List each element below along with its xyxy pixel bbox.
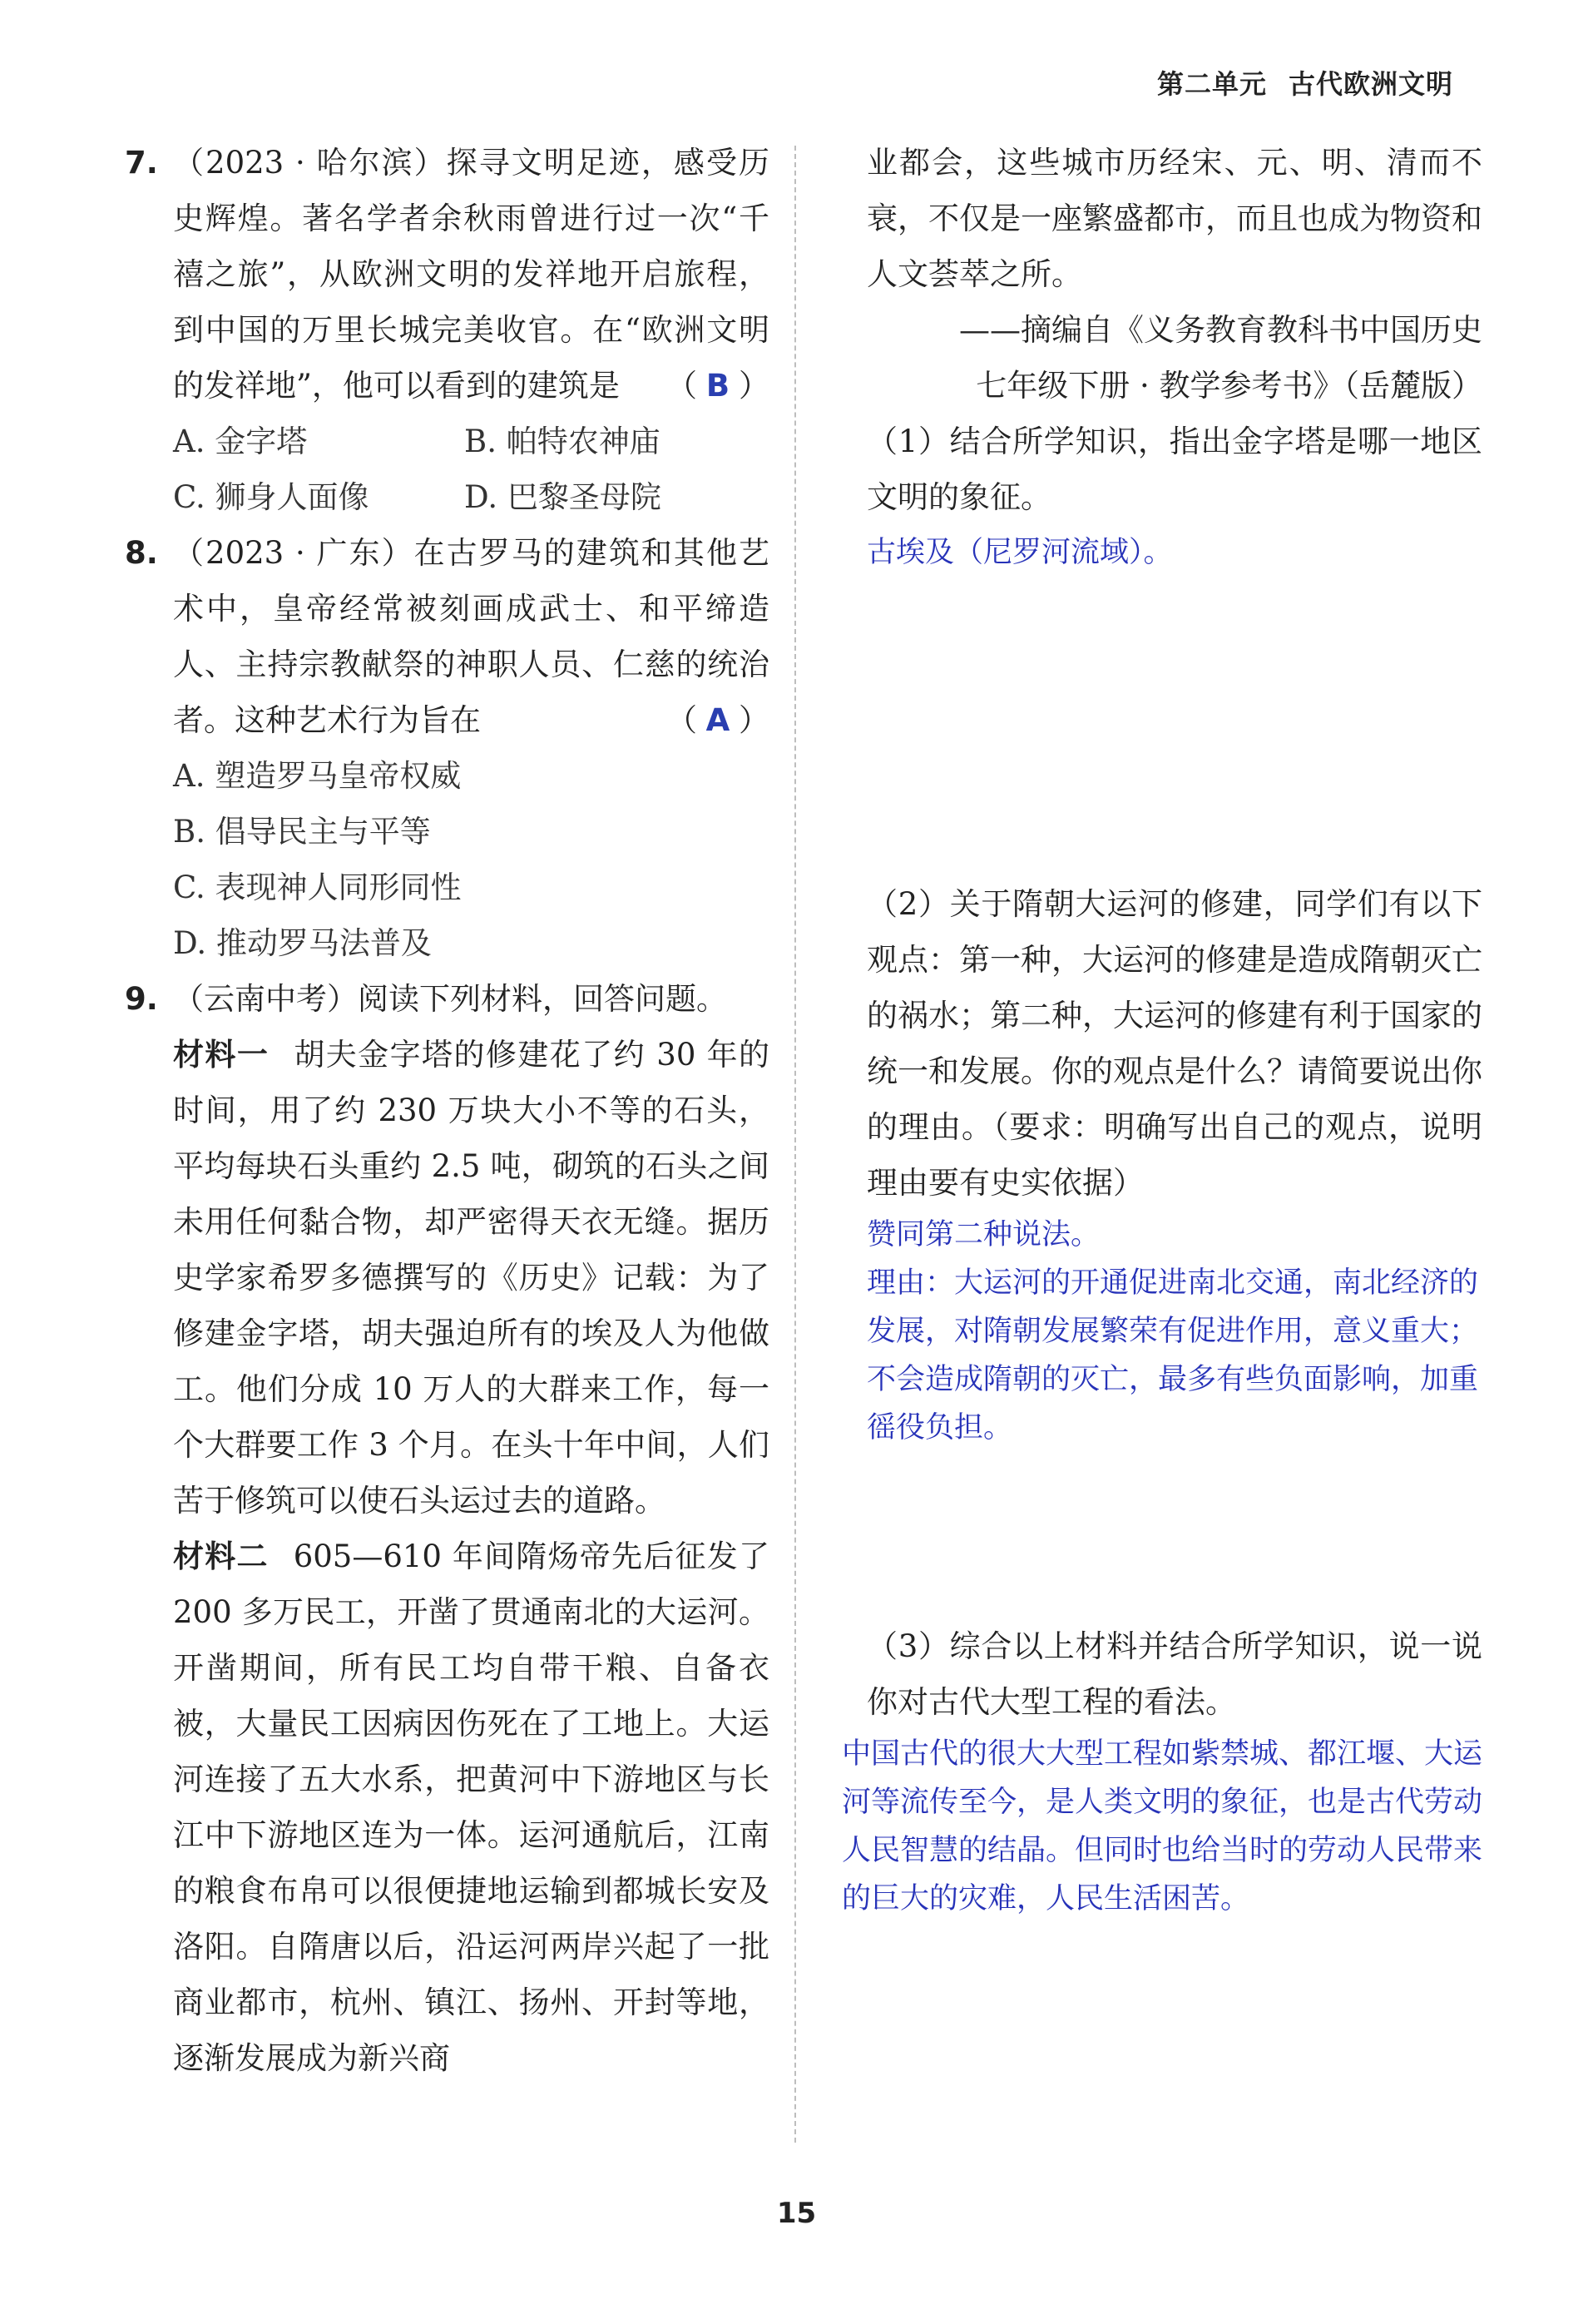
source-line: 七年级下册 · 教学参考书》（岳麓版） <box>976 368 1482 404</box>
material-2-continued: 业都会，这些城市历经宋、元、明、清而不衰，不仅是一座繁盛都市，而且也成为物资和人文荟萃之所。 <box>867 145 1482 292</box>
question-number: 9. <box>125 981 158 1017</box>
subquestion-1: （1）结合所学知识，指出金字塔是哪一地区文明的象征。 <box>867 424 1482 515</box>
option: B. 倡导民主与平等 <box>173 814 431 850</box>
subquestion-3: （3）综合以上材料并结合所学知识，说一说你对古代大型工程的看法。 <box>867 1628 1482 1720</box>
question-number: 8. <box>125 535 158 571</box>
subquestion-2: （2）关于隋朝大运河的修建，同学们有以下观点：第一种，大运河的修建是造成隋朝灭亡的祸水；第二种，大运河的修建有利于国家的统一和发展。你的观点是什么？请简要说出你的理由。（要求：明确写出自己的观点，说明理由要有史实依据） <box>867 886 1482 1201</box>
answer-bracket: （ A ） <box>666 692 769 748</box>
unit-label: 第二单元 <box>1156 68 1267 100</box>
option: A. 金字塔 <box>173 424 308 459</box>
option: A. 塑造罗马皇帝权威 <box>173 758 462 794</box>
material-label: 材料二 <box>173 1539 269 1574</box>
source-line: ——摘编自《义务教育教科书中国历史 <box>959 312 1482 348</box>
left-column <box>125 135 769 2086</box>
answer-choice: A <box>705 702 730 738</box>
material-label: 材料一 <box>173 1037 270 1073</box>
handwritten-answer-1: 古埃及（尼罗河流域）。 <box>867 536 1173 569</box>
handwritten-answer-2b: 理由：大运河的开通促进南北交通，南北经济的发展，对隋朝发展繁荣有促进作用，意义重大；不会造成隋朝的灭亡，最多有些负面影响，加重徭役负担。 <box>867 1266 1479 1444</box>
question-8 <box>125 525 769 748</box>
handwritten-answer-2a: 赞同第二种说法。 <box>867 1218 1101 1251</box>
option: D. 巴黎圣母院 <box>464 479 661 515</box>
question-9 <box>125 971 769 1027</box>
question-text: （2023 · 广东）在古罗马的建筑和其他艺术中，皇帝经常被刻画成武士、和平缔造人、主持宗教献祭的神职人员、仁慈的统治者。这种艺术行为旨在 <box>173 535 769 738</box>
answer-bracket: （ B ） <box>666 358 769 414</box>
options-7 <box>125 414 769 525</box>
question-7 <box>125 135 769 414</box>
page-header <box>1157 63 1453 102</box>
option: C. 狮身人面像 <box>173 479 369 515</box>
option: C. 表现神人同形同性 <box>173 870 462 905</box>
material-2 <box>125 1529 769 2086</box>
option: B. 帕特农神庙 <box>464 424 660 459</box>
right-column <box>842 135 1483 1923</box>
question-text: （2023 · 哈尔滨）探寻文明足迹，感受历史辉煌。著名学者余秋雨曾进行过一次“千禧之旅”，从欧洲文明的发祥地开启旅程，到中国的万里长城完美收官。在“欧洲文明的发祥地”，他可以看到的建筑是 <box>173 145 769 404</box>
material-text: 胡夫金字塔的修建花了约 30 年的时间，用了约 230 万块大小不等的石头，平均每块石头重约 2.5 吨，砌筑的石头之间未用任何黏合物，却严密得天衣无缝。据历史学家希罗多德撰写的《历史》记载：为了修建金字塔，胡夫强迫所有的埃及人为他做工。他们分成 10 万人的大群来工作，每一个大群要工作 3 个月。在头十年中间，人们苦于修筑可以使石头运过去的道路。 <box>173 1037 770 1519</box>
unit-title: 古代欧洲文明 <box>1288 68 1453 100</box>
question-intro: （云南中考）阅读下列材料，回答问题。 <box>173 981 727 1017</box>
handwritten-answer-3: 中国古代的很大大型工程如紫禁城、都江堰、大运河等流传至今，是人类文明的象征，也是古代劳动人民智慧的结晶。但同时也给当时的劳动人民带来的巨大的灾难，人民生活困苦。 <box>842 1737 1483 1915</box>
page-number: 15 <box>776 2197 817 2230</box>
material-1 <box>125 1027 769 1529</box>
option: D. 推动罗马法普及 <box>173 925 432 961</box>
answer-choice: B <box>705 368 730 404</box>
material-text: 605—610 年间隋炀帝先后征发了 200 多万民工，开凿了贯通南北的大运河。开凿期间，所有民工均自带干粮、自备衣被，大量民工因病因伤死在了工地上。大运河连接了五大水系，把黄河中下游地区与长江中下游地区连为一体。运河通航后，江南的粮食布帛可以很便捷地运输到都城长安及洛阳。自隋唐以后，沿运河两岸兴起了一批商业都市，杭州、镇江、扬州、开封等地，逐渐发展成为新兴商 <box>173 1539 770 2076</box>
question-number: 7. <box>125 145 158 181</box>
options-8 <box>125 748 769 971</box>
